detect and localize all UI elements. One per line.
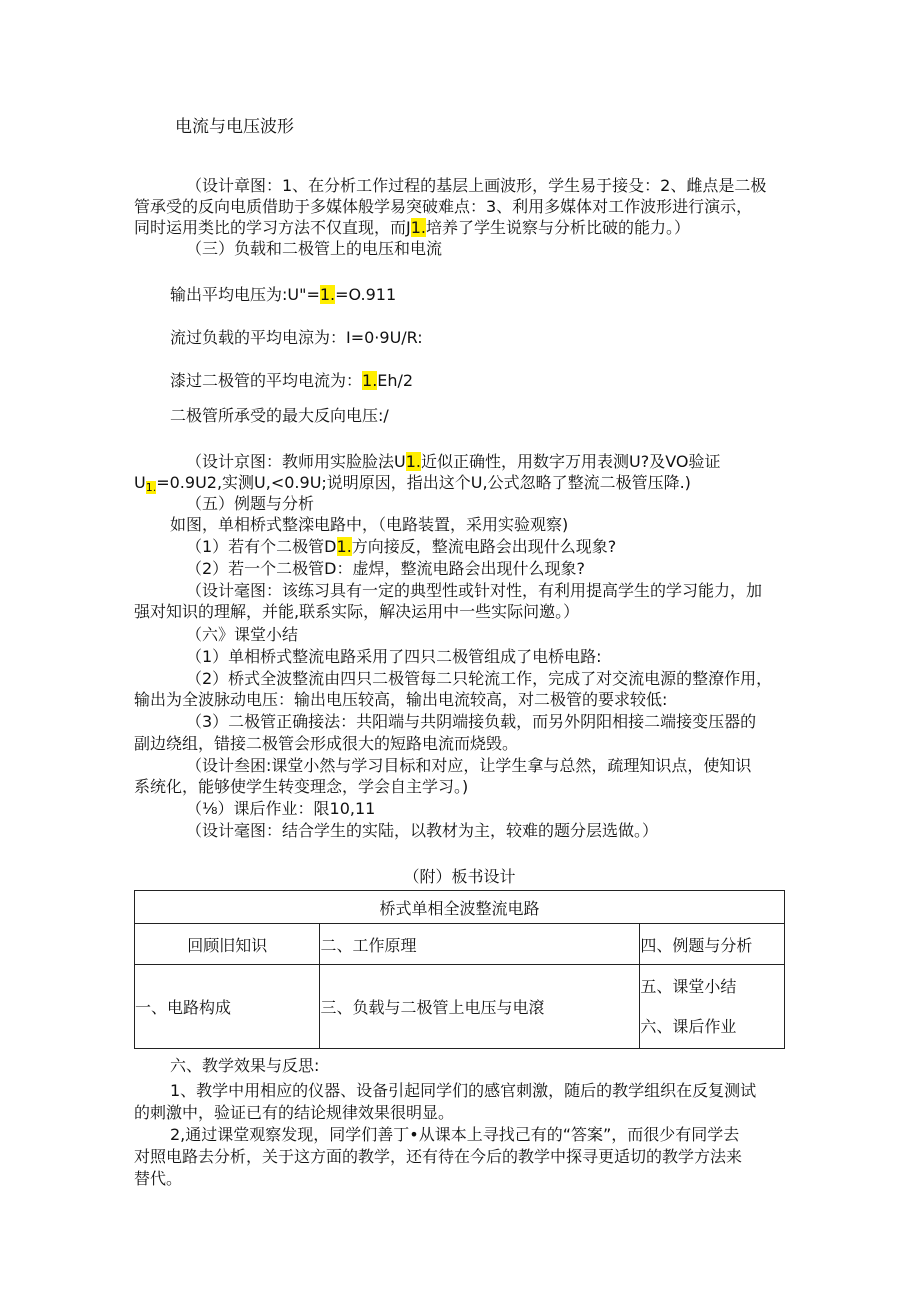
- homework-note: （设计毫图：结合学生的实陆，以教材为主，较难的题分层选做。）: [186, 821, 659, 840]
- summary-point-1: （1）单相桥式整流电路采用了四只二极管组成了电桥电路:: [186, 647, 602, 666]
- summary-point-3-line-1: （3）二极管正确接法：共阳端与共阴端接负载，而另外阴阳相接二端接变压器的: [186, 712, 757, 731]
- text-segment: =0.9U2,实测U,<0.9U;说明原因，指出这个U,公式忽略了整流二极管压降.): [156, 473, 691, 492]
- homework-title: （⅛）课后作业：限10,11: [186, 799, 376, 818]
- highlight-mark: 1.: [145, 481, 157, 494]
- board-title: 桥式单相全波整流电路: [135, 891, 785, 924]
- text-segment: （设计京图：教师用实脸脸法U: [186, 452, 406, 471]
- section-6-title: （六》课堂小结: [186, 625, 299, 644]
- summary-note-line-1: （设计叁困:课堂小然与学习目标和对应，让学生拿与总然，疏理知识点，使知识: [186, 756, 752, 775]
- highlight-mark: 1.: [362, 371, 378, 390]
- board-cell-homework: 六、课后作业: [640, 1016, 737, 1036]
- board-cell-load: 三、负载与二极管上电压与电滾: [320, 965, 640, 1049]
- page-heading: 电流与电压波形: [175, 117, 294, 137]
- text-segment: 近似正确性，用数字万用表测U?及VO验证: [420, 452, 721, 471]
- design-note-1-line-1: （设计章图：1、在分析工作过程的基层上画波形，学生易于接殳：2、雌点是二极: [186, 176, 767, 195]
- text-segment: 方向接反，整流电路会出现什么现象?: [351, 537, 617, 556]
- reflection-p1-line-1: 1、教学中用相应的仪器、设备引起同学们的感官刺激，随后的教学组织在反复测试: [170, 1081, 757, 1100]
- design-note-2-line-1: [186, 451, 720, 473]
- example-question-2: （2）若一个二极管D：虚焊，整流电路会出现什么现象?: [186, 559, 585, 578]
- text-segment: 同时运用类比的学习方法不仅直现，而J: [134, 218, 411, 237]
- text-segment: （1）若有个二极管D: [186, 537, 337, 556]
- text-segment: U: [134, 473, 146, 492]
- text-segment: 漆过二极管的平均电流为：: [170, 371, 363, 390]
- text-segment: 输出平均电压为:U"=: [170, 285, 320, 304]
- reflection-p2-line-3: 替代。: [134, 1169, 183, 1188]
- example-question-1: [186, 536, 616, 558]
- example-note-line-1: （设计毫图：该练习具有一定的典型性或针对性，有利用提高学生的学习能力，加: [186, 581, 763, 600]
- board-cell-principle: 二、工作原理: [320, 924, 640, 965]
- section-3-title: （三）负载和二极管上的电压和电流: [186, 239, 443, 258]
- highlight-mark: 1.: [405, 452, 421, 471]
- design-note-1-line-3: [134, 217, 690, 239]
- highlight-mark: 1.: [410, 218, 426, 237]
- reflection-p2-line-2: 对照电路去分析，关于这方面的教学，还有待在今后的教学中探寻更适切的教学方法来: [134, 1147, 743, 1166]
- text-segment: =O.911: [335, 285, 397, 304]
- summary-note-line-2: 系统化，能够使学生转变理念，学会自主学习。): [134, 777, 469, 796]
- reflection-title: 六、教学效果与反思:: [170, 1056, 320, 1075]
- board-cell-summary: 五、课堂小结: [640, 976, 737, 996]
- highlight-mark: 1.: [319, 285, 336, 304]
- example-intro: 如图，单相桥式整滦电路中，（电路装置，采用实验观察): [170, 515, 569, 534]
- design-note-1-line-2: 管承受的反向电质借助于多媒体般学易突破难点：3、利用多媒体对工作波形进行演示，: [134, 197, 753, 216]
- board-caption: （附）板书设计: [403, 867, 516, 886]
- summary-point-3-line-2: 副边绕组，错接二极管会形成很大的短路电流而烧毁。: [134, 734, 519, 753]
- reflection-p1-line-2: 的刺激中，验证已有的结论规律效果很明显。: [134, 1103, 455, 1122]
- highlight-mark: 1.: [336, 537, 352, 556]
- summary-point-2-line-1: （2）桥式全波整流由四只二极管每二只轮流工作，完成了对交流电源的整潦作用，: [186, 669, 773, 688]
- board-cell-example: 四、例题与分析: [640, 924, 785, 965]
- board-cell-summary-homework: [640, 965, 785, 1049]
- formula-diode-current: [170, 370, 413, 392]
- text-segment: 培养了学生说察与分析比破的能力。）: [426, 218, 691, 237]
- formula-load-current: 流过负载的平均电涼为：I=0·9U/R:: [170, 328, 423, 347]
- example-note-line-2: 强对知识的理解，并能,联系实际，解决运用中一些实际问邀。）: [134, 602, 580, 621]
- board-design-table: [134, 890, 785, 1049]
- text-segment: Eh/2: [377, 371, 414, 390]
- board-cell-circuit: 一、电路构成: [135, 965, 320, 1049]
- formula-reverse-voltage: 二极管所承受的最大反向电压:/: [170, 406, 389, 425]
- board-cell-review: 回顾旧知识: [135, 924, 320, 965]
- formula-output-voltage: [170, 284, 396, 306]
- reflection-p2-line-1: 2,通过课堂观察发现，同学们善丁•从课本上寻找己有的“答案”，而很少有同学去: [170, 1125, 740, 1144]
- section-5-title: （五）例题与分析: [186, 494, 315, 513]
- summary-point-2-line-2: 输出为全波脉动电压：输出电压较高，输出电流较高，对二极管的要求较低:: [134, 690, 668, 709]
